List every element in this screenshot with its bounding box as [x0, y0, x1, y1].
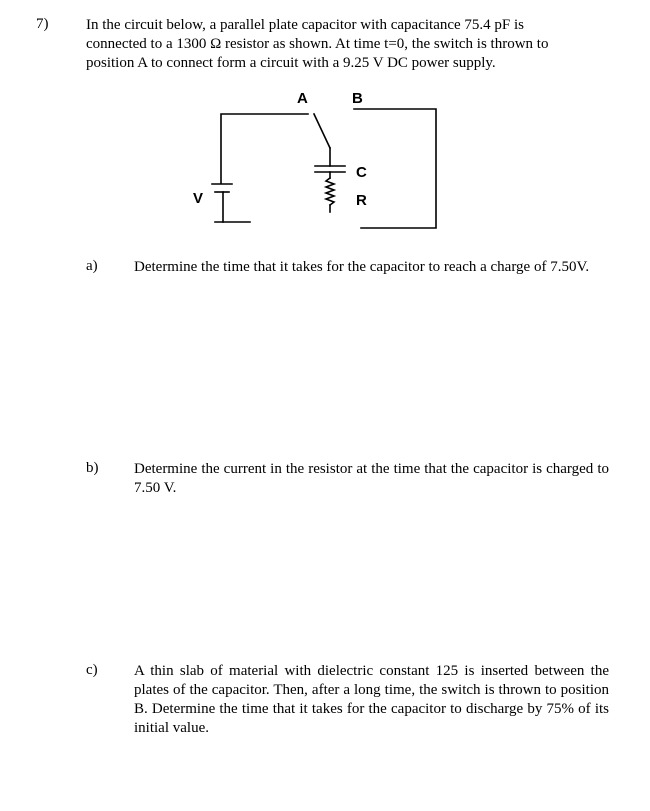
part-b-text: Determine the current in the resistor at the time that the capacitor is charged to 7.50 V. — [134, 461, 609, 496]
wire-left-loop — [221, 114, 308, 183]
switch-label-a: A — [297, 90, 308, 107]
part-c-label: c) — [86, 662, 98, 678]
voltage-label: V — [193, 190, 204, 207]
resistor-zigzag — [326, 178, 334, 205]
intro-line-1: In the circuit below, a parallel plate capacitor with capacitance 75.4 pF is — [86, 17, 525, 33]
switch-label-b: B — [352, 90, 363, 107]
part-c-text: A thin slab of material with dielectric constant 125 is inserted between the plates of the capacitor. Then, after a long time, the switch is thrown to position B. Determine the time that it takes for the capacitor to discharge by 75% of its initial value. — [134, 663, 609, 736]
switch-blade — [314, 114, 330, 148]
intro-line-3: position A to connect form a circuit with a 9.25 V DC power supply. — [86, 55, 496, 71]
intro-line-2: connected to a 1300 Ω resistor as shown. At time t=0, the switch is thrown to — [86, 36, 549, 52]
capacitor-label: C — [356, 164, 367, 181]
resistor-label: R — [356, 192, 367, 209]
part-a-text: Determine the time that it takes for the capacitor to reach a charge of 7.50V. — [134, 259, 590, 275]
circuit-diagram — [0, 0, 650, 260]
question-number: 7) — [36, 16, 49, 32]
part-b-label: b) — [86, 460, 99, 476]
part-a-label: a) — [86, 258, 98, 274]
